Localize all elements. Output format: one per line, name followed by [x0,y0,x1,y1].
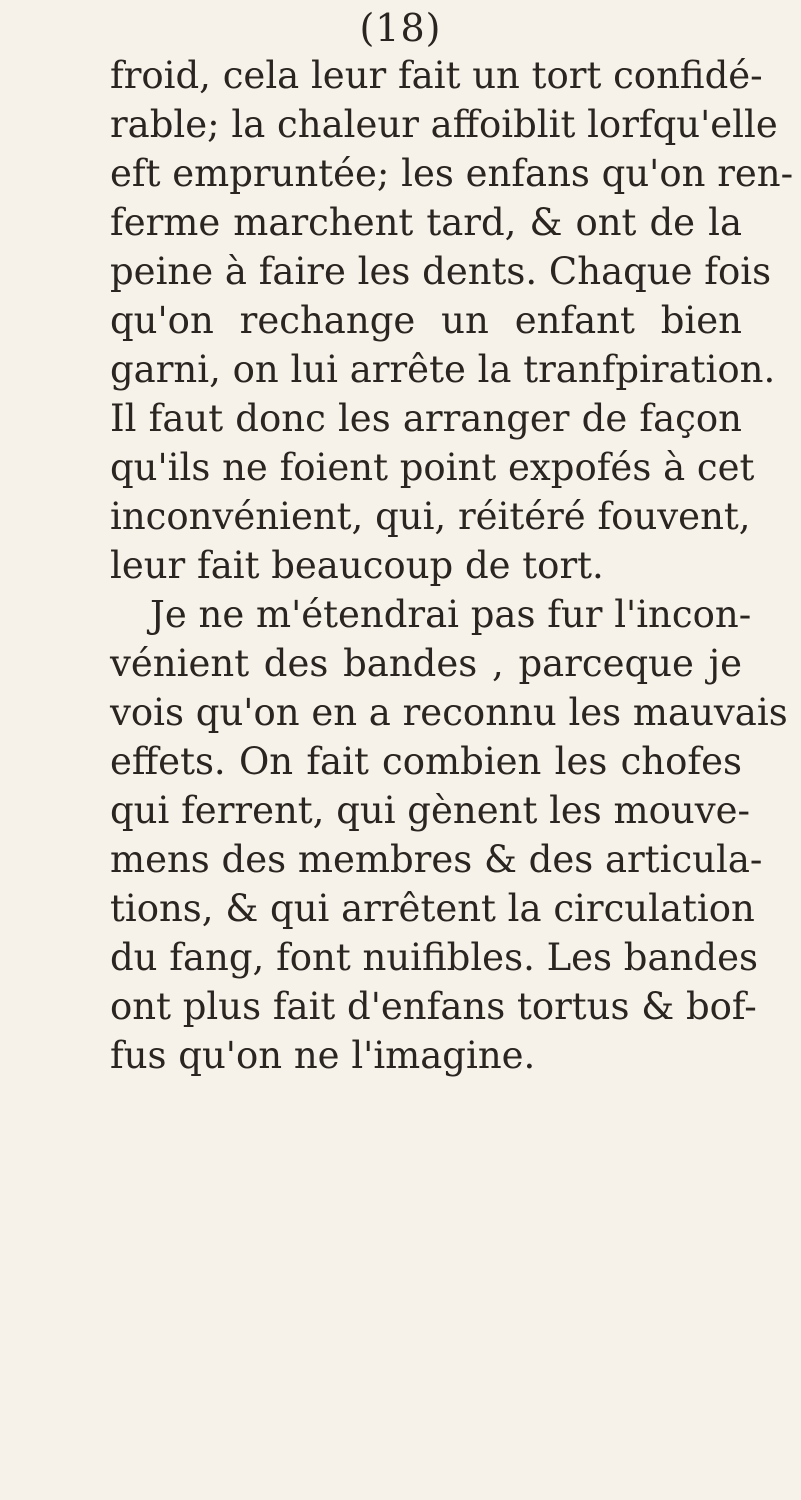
text-line: froid, cela leur fait un tort confidé- [110,54,763,97]
text-line: fus qu'on ne l'imagine. [110,1034,536,1077]
text-line: garni, on lui arrête la tranfpiration. [110,348,776,391]
text-line: ferme marchent tard, & ont de la [110,201,742,244]
text-line: tions, & qui arrêtent la circulation [110,887,755,930]
text-line: leur fait beaucoup de tort. [110,544,604,587]
text-line: vénient des bandes , parceque je [110,642,742,685]
text-line: vois qu'on en a reconnu les mauvais [110,691,788,734]
text-line: eft empruntée; les enfans qu'on ren- [110,152,794,195]
text-line: qu'on rechange un enfant bien [110,299,742,342]
text-line: peine à faire les dents. Chaque fois [110,250,772,293]
text-line: Je ne m'étendrai pas fur l'incon- [150,593,752,636]
text-line: inconvénient, qui, réitéré fouvent, [110,495,751,538]
text-line: effets. On fait combien les chofes [110,740,742,783]
text-line: mens des membres & des articula- [110,838,763,881]
text-line: ont plus fait d'enfans tortus & bof- [110,985,757,1028]
page-number: (18) [359,6,442,50]
text-line: du fang, font nuifibles. Les bandes [110,936,758,979]
text-line: qui ferrent, qui gènent les mouve- [110,789,751,832]
text-line: rable; la chaleur affoiblit lorfqu'elle [110,103,778,146]
text-line: qu'ils ne foient point expofés à cet [110,446,755,489]
text-line: Il faut donc les arranger de façon [110,397,742,440]
